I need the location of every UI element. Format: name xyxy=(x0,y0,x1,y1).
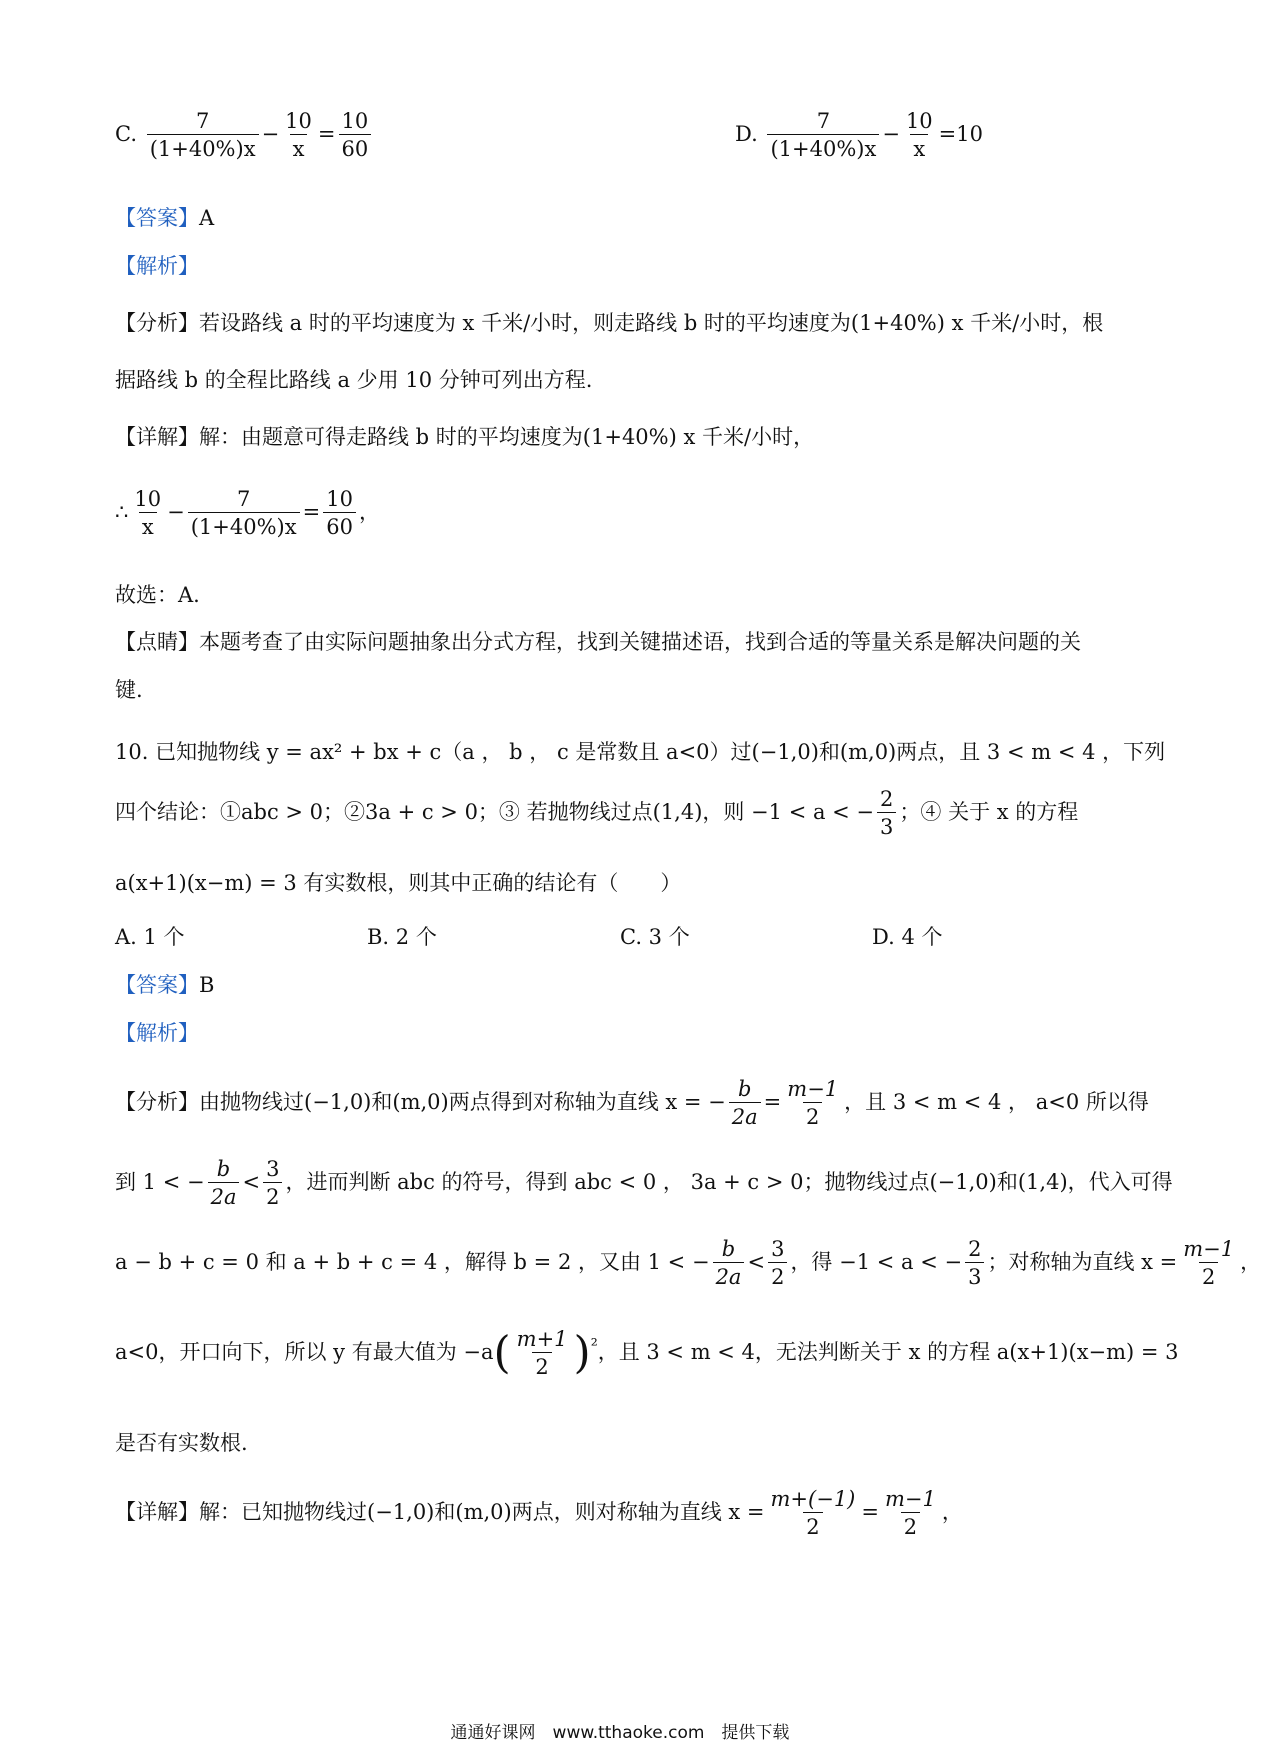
q10-stem-line3: a(x+1)(x−m) = 3 有实数根，则其中正确的结论有（ ） xyxy=(115,871,682,895)
q9-dianjing-line2: 键. xyxy=(115,678,143,702)
choice-a: A. 1 个 xyxy=(115,925,185,949)
option-d: D. $\frac{7}{(1+40\%)x}$ − $\frac{10}{x}$ =10 xyxy=(735,109,983,161)
q10-xiangjie-line1: 【详解】解：已知抛物线过(−1,0)和(m,0)两点，则对称轴为直线 x = $\frac{m+(-1)}{2}$ = $\frac{m-1}{2}$ ， xyxy=(115,1487,963,1539)
choice-b: B. 2 个 xyxy=(367,925,437,949)
option-d-frac2: $\frac{10}{x}$ xyxy=(905,109,933,161)
q10-answer: 【答案】B xyxy=(115,973,215,997)
q10-stem-line1: 10. 已知抛物线 y = ax² + bx + c（a ， b ， c 是常数且 a<0）过(−1,0)和(m,0)两点，且 3 < m < 4 ，下列 xyxy=(115,740,1166,764)
q10-fenxi-line3: a − b + c = 0 和 a + b + c = 4 ，解得 b = 2 ，又由 1 < − $\frac{b}{2a}$ < $\frac{3}{2}$ ，得 −1 < a < − $\frac{2}{3}$ ；对称轴为直线 x = $\frac{m-1}{2}$ ， xyxy=(115,1237,1261,1289)
q9-fenxi-line1: 【分析】若设路线 a 时的平均速度为 x 千米/小时，则走路线 b 时的平均速度为(1+40%) x 千米/小时，根 xyxy=(115,311,1104,335)
q9-answer xyxy=(115,203,1130,233)
option-d-label: D. xyxy=(735,122,758,146)
q9-choose: 故选：A. xyxy=(115,583,200,607)
option-c-frac2: $\frac{10}{x}$ xyxy=(285,109,312,161)
choice-d: D. 4 个 xyxy=(872,925,943,949)
q9-equation: ∴ $\frac{10}{x}$ − $\frac{7}{(1+40\%)x}$ = $\frac{10}{60}$ ， xyxy=(115,487,380,539)
q10-stem-line2: 四个结论：①abc > 0；②3a + c > 0；③ 若抛物线过点(1,4)，则 −1 < a < − $\frac{2}{3}$ ；④ 关于 x 的方程 xyxy=(115,787,1079,839)
q10-fenxi-line2: 到 1 < − $\frac{b}{2a}$ < $\frac{3}{2}$ ，进而判断 abc 的符号，得到 abc < 0 ， 3a + c > 0；抛物线过点(−1,0)和(1,4)，代入可得 xyxy=(115,1157,1173,1209)
q9-fenxi-line2: 据路线 b 的全程比路线 a 少用 10 分钟可列出方程. xyxy=(115,368,593,392)
choice-c: C. 3 个 xyxy=(620,925,690,949)
q10-analysis-tag: 【解析】 xyxy=(115,1021,199,1045)
q9-analysis-tag: 【解析】 xyxy=(115,254,199,278)
option-d-frac1: $\frac{7}{(1+40\%)x}$ xyxy=(767,108,879,163)
option-c-rhs: $\frac{10}{60}$ xyxy=(339,108,372,163)
q9-dianjing-line1: 【点睛】本题考查了由实际问题抽象出分式方程，找到关键描述语，找到合适的等量关系是解决问题的关 xyxy=(115,630,1081,654)
q9-option-c-d: C. $\frac{7}{(1+40\%)x}$ − $\frac{10}{x}$ = $\frac{10}{60}$ D. $\frac{7}{(1+40\%)x}$ − $\frac{10}{x}$ =10 xyxy=(115,109,983,161)
q10-fenxi-line5: 是否有实数根. xyxy=(115,1431,248,1455)
q9-xiangjie-line1: 【详解】解：由题意可得走路线 b 时的平均速度为(1+40%) x 千米/小时， xyxy=(115,425,815,449)
option-d-rhs: =10 xyxy=(938,122,983,146)
option-c-label: C. xyxy=(115,122,137,146)
page-footer: 通通好课网 www.tthaoke.com 提供下载 xyxy=(450,1723,790,1743)
q10-fenxi-line4: a<0，开口向下，所以 y 有最大值为 −a( $\frac{m+1}{2}$ )$^{^2}$，且 3 < m < 4，无法判断关于 x 的方程 a(x+1)(x−m) = 3 xyxy=(115,1327,1179,1379)
answer-value: A xyxy=(199,206,215,230)
answer-tag: 【答案】 xyxy=(115,206,199,230)
option-c-frac1: $\frac{7}{(1+40\%)x}$ xyxy=(147,108,259,163)
q10-fenxi-line1: 【分析】由抛物线过(−1,0)和(m,0)两点得到对称轴为直线 x = − $\frac{b}{2a}$ = $\frac{m-1}{2}$ ，且 3 < m < 4 ， a<0 所以得 xyxy=(115,1077,1149,1129)
